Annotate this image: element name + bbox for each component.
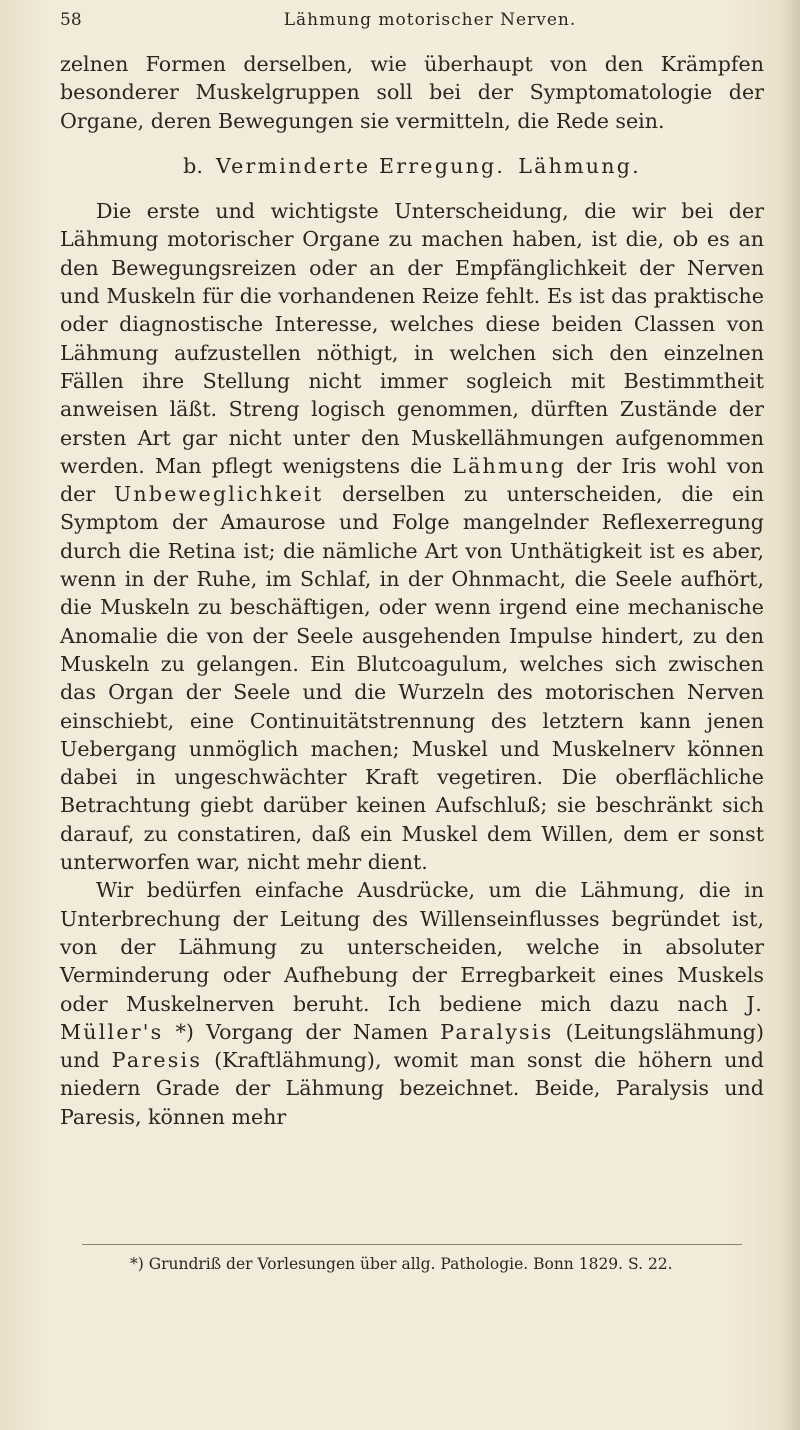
paragraph-continuation: zelnen Formen derselben, wie überhaupt von den Krämpfen besonderer Muskelgruppen soll bei der Symptomatologie der Organe, deren Bewegungen sie vermitteln, die Rede sein. (60, 52, 764, 133)
paragraph-1 (60, 197, 764, 876)
page-edge-shadow (782, 0, 800, 1430)
author-name: J. Müller's (60, 991, 764, 1044)
paragraph-2-part-c: (Leitungslähmung) und (60, 1019, 765, 1073)
paragraph-2-part-a: Wir bedürfen einfache Ausdrücke, um die Lähmung, die in Unterbrechung der Leitung des Willenseinflusses begründet ist, von der Lähmung zu unterscheiden, welche in absoluter Verminderung oder Aufhebung der Erregbarkeit eines Muskels oder Muskelnerven beruht. Ich bediene mich dazu nach (60, 878, 764, 1016)
page-header (60, 10, 760, 38)
paragraph-1-part-b: der Iris wohl von der (60, 453, 764, 507)
paragraph-1-part-a: Die erste und wichtigste Unterscheidung, die wir bei der Lähmung motorischer Organe zu machen haben, ist die, ob es an den Bewegungsreizen oder an der Empfänglichkeit der Nerven und Muskeln für die vorhandenen Reize fehlt. Es ist das praktische oder diagnostische Interesse, welches diese beiden Classen von Lähmung aufzustellen nöthigt, in welchen sich den einzelnen Fällen ihre Stellung nicht immer sogleich mit Bestimmtheit anweisen läßt. Streng logisch genommen, dürften Zustände der ersten Art gar nicht unter den Muskellähmungen aufgenommen werden. Man pflegt wenigstens die (60, 199, 764, 478)
section-subtitle: Lähmung. (518, 153, 641, 178)
paragraph-2-part-b: *) Vorgang der Namen (163, 1019, 441, 1044)
emphasis-paresis: Paresis (111, 1048, 203, 1073)
emphasis-unbeweglichkeit: Unbeweglichkeit (113, 482, 324, 507)
section-heading (60, 152, 764, 180)
body-text (60, 50, 764, 1131)
section-title: Verminderte Erregung. (215, 153, 506, 178)
footnote-divider (82, 1244, 742, 1245)
emphasis-laehmung: Lähmung (452, 453, 567, 478)
page-number: 58 (60, 10, 82, 30)
section-label: b. (183, 153, 203, 178)
running-head: Lähmung motorischer Nerven. (283, 10, 577, 30)
paragraph-2 (60, 876, 764, 1131)
paragraph-2-part-d: (Kraftlähmung), womit man sonst die höhern und niedern Grade der Lähmung bezeichnet. Beide, Paralysis und Paresis, können mehr (60, 1048, 764, 1129)
footnote: *) Grundriß der Vorlesungen über allg. Pathologie. Bonn 1829. S. 22. (130, 1255, 673, 1273)
emphasis-paralysis: Paralysis (440, 1019, 554, 1044)
paragraph-1-part-c: derselben zu unterscheiden, die ein Symptom der Amaurose und Folge mangelnder Reflexerregung durch die Retina ist; die nämliche Art von Unthätigkeit ist es aber, wenn in der Ruhe, im Schlaf, in der Ohnmacht, die Seele aufhört, die Muskeln zu beschäftigen, oder wenn irgend eine mechanische Anomalie die von der Seele ausgehenden Impulse hindert, zu den Muskeln zu gelangen. Ein Blutcoagulum, welches sich zwischen das Organ der Seele und die Wurzeln des motorischen Nerven einschiebt, eine Continuitätstrennung des letztern kann jenen Uebergang unmöglich machen; Muskel und Muskelnerv können dabei in ungeschwächter Kraft vegetiren. Die oberflächliche Betrachtung giebt darüber keinen Aufschluß; sie beschränkt sich darauf, zu constatiren, daß ein Muskel dem Willen, dem er sonst unterworfen war, nicht mehr dient. (60, 482, 764, 875)
